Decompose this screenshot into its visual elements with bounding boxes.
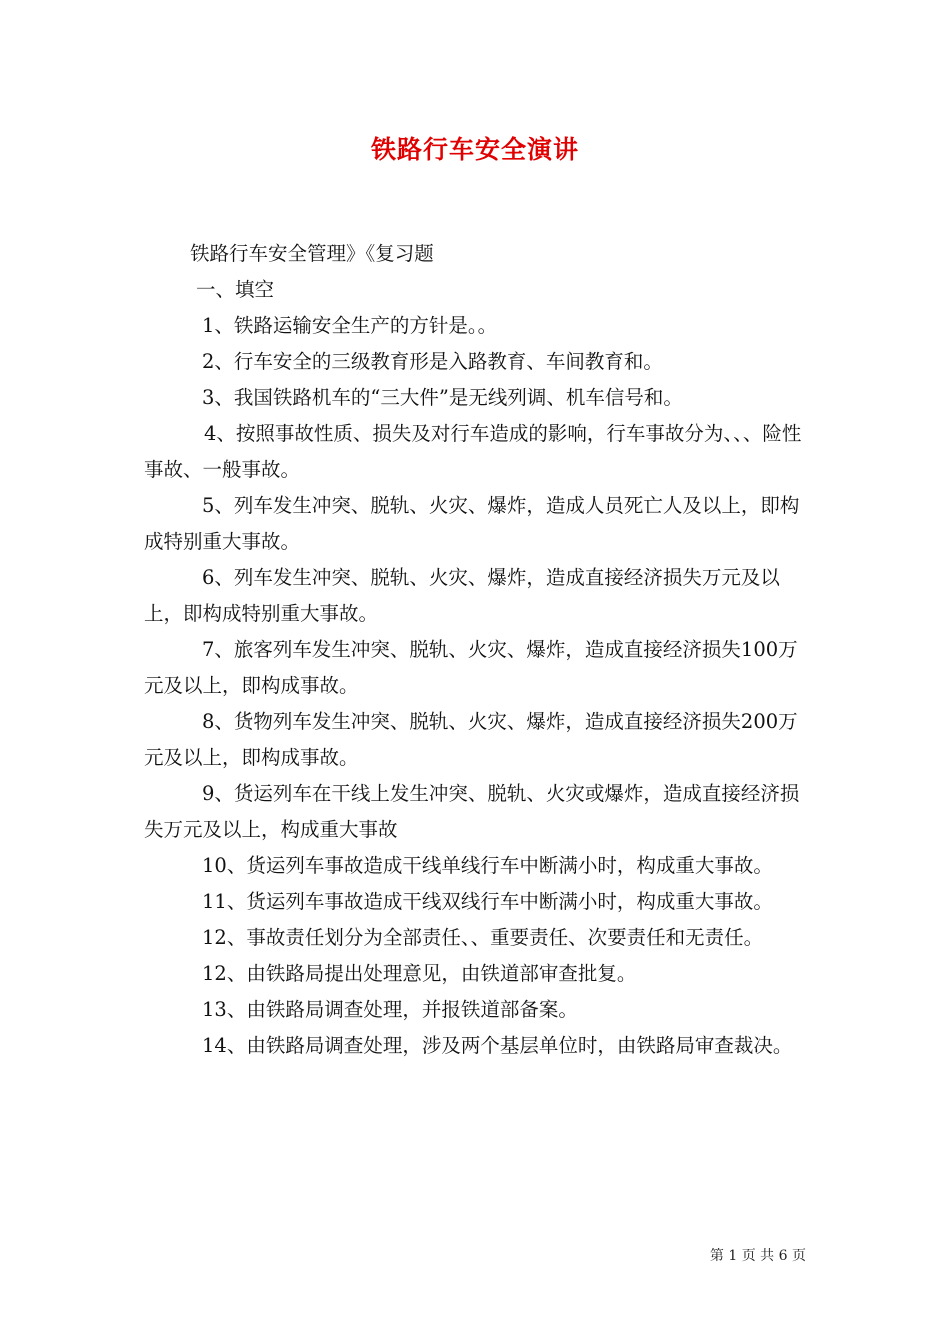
paragraph: 1、铁路运输安全生产的方针是。。 — [202, 314, 498, 337]
document-title: 铁路行车安全演讲 — [370, 135, 579, 164]
paragraph: 4、按照事故性质、损失及对行车造成的影响，行车事故分为、、、险性事故、一般事故。 — [144, 422, 802, 481]
paragraph: 11、货运列车事故造成干线双线行车中断满小时，构成重大事故。 — [202, 890, 773, 913]
paragraph: 铁路行车安全管理》《复习题 — [190, 242, 434, 265]
paragraph: 12、由铁路局提出处理意见，由铁道部审查批复。 — [202, 962, 637, 985]
paragraph: 一、填空 — [196, 278, 275, 301]
paragraph: 8、货物列车发生冲突、脱轨、火灾、爆炸，造成直接经济损失200万元及以上，即构成事故。 — [144, 710, 798, 769]
paragraph: 13、由铁路局调查处理，并报铁道部备案。 — [202, 998, 578, 1021]
paragraph: 7、旅客列车发生冲突、脱轨、火灾、爆炸，造成直接经济损失100万元及以上，即构成事故。 — [144, 638, 798, 697]
document-body — [144, 236, 810, 1064]
paragraph: 3、我国铁路机车的“三大件”是无线列调、机车信号和。 — [202, 386, 683, 409]
paragraph: 10、货运列车事故造成干线单线行车中断满小时，构成重大事故。 — [202, 854, 773, 877]
paragraph: 12、事故责任划分为全部责任、、重要责任、次要责任和无责任。 — [202, 926, 764, 949]
page-number: 第 1 页 共 6 页 — [709, 1248, 806, 1264]
paragraph: 5、列车发生冲突、脱轨、火灾、爆炸，造成人员死亡人及以上，即构成特别重大事故。 — [144, 494, 800, 553]
paragraph: 6、列车发生冲突、脱轨、火灾、爆炸，造成直接经济损失万元及以上，即构成特别重大事故。 — [144, 566, 780, 625]
paragraph: 14、由铁路局调查处理，涉及两个基层单位时，由铁路局审查裁决。 — [202, 1034, 793, 1057]
paragraph: 9、货运列车在干线上发生冲突、脱轨、火灾或爆炸，造成直接经济损失万元及以上，构成重大事故 — [144, 782, 800, 841]
paragraph: 2、行车安全的三级教育形是入路教育、车间教育和。 — [202, 350, 663, 373]
